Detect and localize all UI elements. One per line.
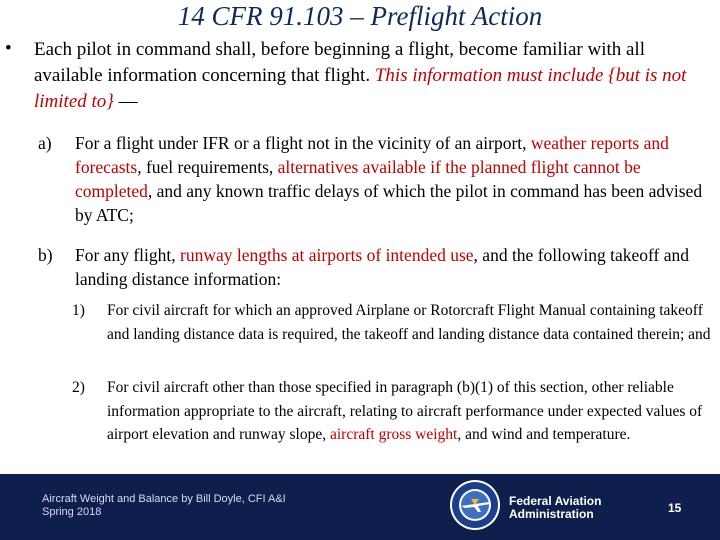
agency-name-line1: Federal Aviation	[509, 494, 602, 508]
agency-name-line2: Administration	[509, 507, 594, 521]
item-b-label: b)	[38, 245, 53, 265]
sub-item-1-label: 1)	[72, 302, 85, 319]
footer-credit-line1: Aircraft Weight and Balance by Bill Doyle, CFI A&I	[42, 493, 286, 505]
item-b-highlight-runway: runway lengths at airports of intended use	[180, 245, 474, 265]
item-a-label: a)	[38, 133, 52, 153]
sub-item-2-text	[107, 376, 712, 447]
sub-item-1-text: For civil aircraft for which an approved Airplane or Rotorcraft Flight Manual containing takeoff and landing distance data is required, the takeoff and landing distance data contained therein; and	[107, 302, 711, 343]
item-a-text-part: , fuel requirements,	[137, 157, 278, 177]
intro-paragraph	[34, 37, 714, 115]
page-title: 14 CFR 91.103 – Preflight Action	[177, 1, 543, 31]
sub-item-2-text-part: , and wind and temperature.	[457, 426, 631, 443]
agency-name	[509, 495, 601, 521]
faa-seal-icon	[449, 479, 501, 531]
sub-item-2	[72, 376, 712, 472]
intro-emphasis: This information must include {but is not limited to}	[34, 65, 687, 112]
sub-item-2-text-part: For civil aircraft other than those specified in paragraph (b)(1) of this section, other reliable information appropriate to the aircraft, relating to aircraft performance under expected values of airport elevation and runway slope,	[107, 379, 703, 443]
intro-text: Each pilot in command shall, before beginning a flight, become familiar with all available information concerning that flight.	[34, 39, 645, 86]
item-b-text-part: , and the following takeoff and landing distance information:	[75, 245, 689, 289]
item-b-text-part: For any flight,	[75, 245, 180, 265]
footer-credit-line2: Spring 2018	[42, 506, 102, 518]
sub-item-2-highlight-weight: aircraft gross weight	[329, 426, 458, 443]
item-a	[38, 131, 718, 231]
item-a-text-part: , and any known traffic delays of which the pilot in command has been advised by ATC;	[75, 181, 703, 225]
sub-item-2-label: 2)	[72, 379, 85, 396]
item-a-text-part: For a flight under IFR or a flight not in the vicinity of an airport,	[75, 133, 531, 153]
item-b-text	[75, 243, 715, 291]
sub-item-1	[72, 299, 712, 371]
intro-dash: —	[113, 91, 138, 112]
footer-bar	[0, 474, 720, 540]
item-b	[38, 243, 718, 295]
item-a-highlight-alternatives: alternatives available if the planned flight cannot be completed	[75, 157, 641, 201]
page-number: 15	[668, 501, 682, 515]
item-a-text	[75, 131, 715, 227]
item-a-highlight-weather: weather reports and forecasts	[75, 133, 669, 177]
bullet-marker: •	[5, 38, 12, 59]
footer-credit	[42, 493, 286, 519]
